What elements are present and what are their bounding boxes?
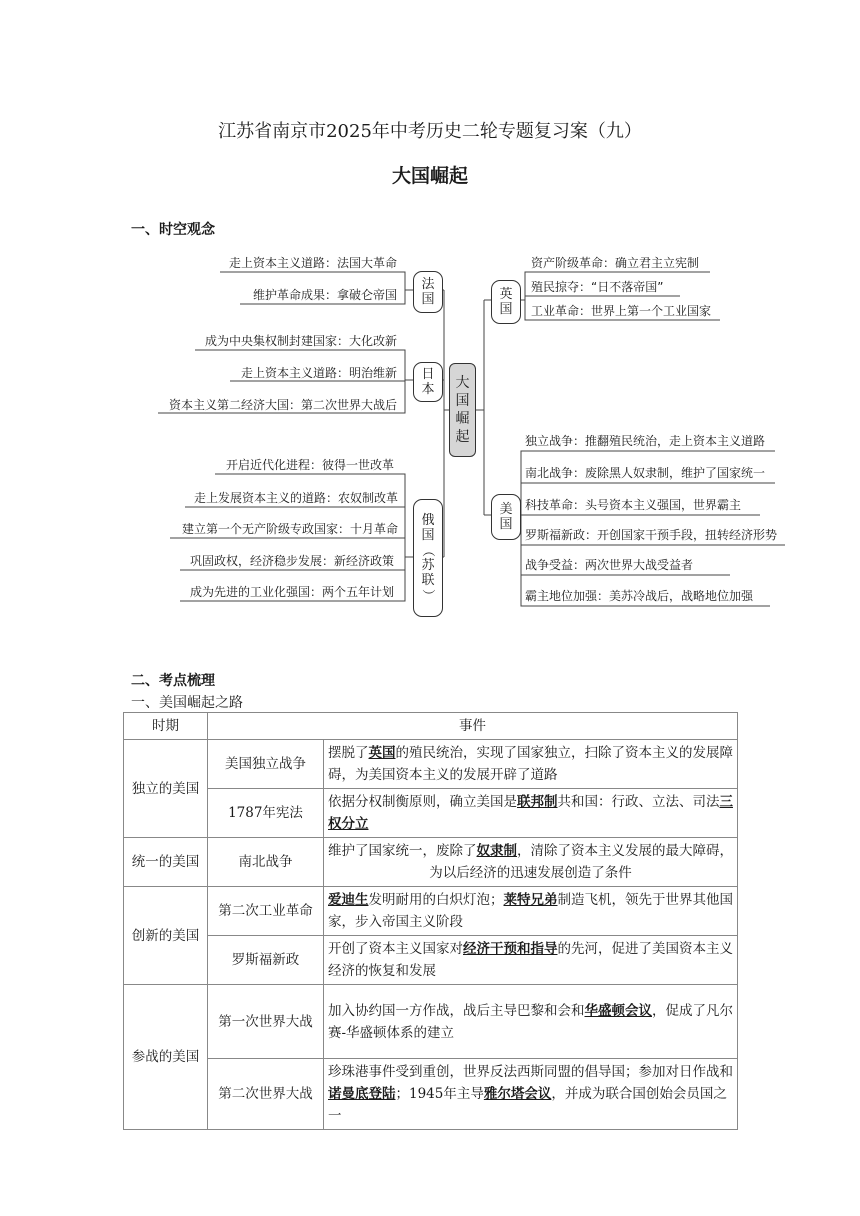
leaf-france-2: 维护革命成果：拿破仑帝国 xyxy=(252,288,397,302)
table-row xyxy=(124,887,738,936)
table-row xyxy=(124,936,738,985)
header-period: 时期 xyxy=(124,713,208,740)
document-subtitle: 大国崛起 xyxy=(391,165,468,187)
leaf-russia-2: 走上发展资本主义的道路：农奴制改革 xyxy=(193,491,398,505)
table-row xyxy=(124,1059,738,1130)
event-ww2: 第二次世界大战 xyxy=(208,1059,324,1130)
table-row xyxy=(124,838,738,887)
section-heading-key-points: 二、考点梳理 xyxy=(131,673,215,689)
leaf-japan-1: 成为中央集权制封建国家：大化改新 xyxy=(204,334,397,348)
node-britain: 英 国 xyxy=(491,280,521,324)
leaf-russia-4: 巩固政权，经济稳步发展：新经济政策 xyxy=(189,554,394,568)
event-civil-war: 南北战争 xyxy=(208,838,324,887)
leaf-usa-4: 罗斯福新政：开创国家干预手段，扭转经济形势 xyxy=(525,528,778,542)
section-heading-spacetime: 一、时空观念 xyxy=(131,222,215,238)
table-row xyxy=(124,789,738,838)
group-unified: 统一的美国 xyxy=(124,838,208,887)
leaf-usa-5: 战争受益：两次世界大战受益者 xyxy=(525,558,694,572)
leaf-japan-3: 资本主义第二经济大国：第二次世界大战后 xyxy=(168,398,397,412)
group-innovative: 创新的美国 xyxy=(124,887,208,985)
subsection-heading-us-rise: 一、美国崛起之路 xyxy=(131,695,243,711)
table-row xyxy=(124,985,738,1059)
node-japan: 日 本 xyxy=(413,362,443,402)
us-rise-table xyxy=(123,712,738,1130)
event-new-deal: 罗斯福新政 xyxy=(208,936,324,985)
node-usa: 美 国 xyxy=(491,494,521,540)
leaf-japan-2: 走上资本主义道路：明治维新 xyxy=(240,366,397,380)
desc-ww1: 加入协约国一方作战，战后主导巴黎和会和华盛顿会议，促成了凡尔赛-华盛顿体系的建立 xyxy=(324,985,738,1059)
group-independent: 独立的美国 xyxy=(124,740,208,838)
leaf-russia-1: 开启近代化进程：彼得一世改革 xyxy=(225,458,394,472)
leaf-usa-2: 南北战争：废除黑人奴隶制，维护了国家统一 xyxy=(525,466,766,480)
node-russia: 俄 国 （ 苏 联 ） xyxy=(413,499,443,617)
leaf-usa-6: 霸主地位加强：美苏冷战后，战略地位加强 xyxy=(525,589,754,603)
document-title: 江苏省南京市2025年中考历史二轮专题复习案（九） xyxy=(218,121,642,142)
leaf-britain-3: 工业革命：世界上第一个工业国家 xyxy=(531,304,712,318)
leaf-france-1: 走上资本主义道路：法国大革命 xyxy=(228,256,397,270)
desc-second-industrial-revolution: 爱迪生发明耐用的白炽灯泡；莱特兄弟制造飞机，领先于世界其他国家，步入帝国主义阶段 xyxy=(324,887,738,936)
group-war: 参战的美国 xyxy=(124,985,208,1130)
desc-constitution-1787: 依据分权制衡原则，确立美国是联邦制共和国：行政、立法、司法三权分立 xyxy=(324,789,738,838)
desc-ww2: 珍珠港事件受到重创，世界反法西斯同盟的倡导国；参加对日作战和诺曼底登陆；1945年主导雅尔塔会议，并成为联合国创始会员国之一 xyxy=(324,1059,738,1130)
event-ww1: 第一次世界大战 xyxy=(208,985,324,1059)
leaf-russia-5: 成为先进的工业化强国：两个五年计划 xyxy=(189,585,394,599)
leaf-russia-3: 建立第一个无产阶级专政国家：十月革命 xyxy=(181,522,398,536)
leaf-britain-2: 殖民掠夺：“日不落帝国” xyxy=(531,280,664,294)
desc-new-deal: 开创了资本主义国家对经济干预和指导的先河，促进了美国资本主义经济的恢复和发展 xyxy=(324,936,738,985)
leaf-usa-1: 独立战争：推翻殖民统治，走上资本主义道路 xyxy=(525,434,766,448)
desc-independence-war: 摆脱了英国的殖民统治，实现了国家独立，扫除了资本主义的发展障碍，为美国资本主义的发展开辟了道路 xyxy=(324,740,738,789)
event-independence-war: 美国独立战争 xyxy=(208,740,324,789)
desc-civil-war: 维护了国家统一，废除了奴隶制，清除了资本主义发展的最大障碍，为以后经济的迅速发展创造了条件 xyxy=(324,838,738,887)
center-node-rise-of-great-powers: 大 国 崛 起 xyxy=(449,363,476,457)
leaf-britain-1: 资产阶级革命：确立君主立宪制 xyxy=(531,256,700,270)
event-second-industrial-revolution: 第二次工业革命 xyxy=(208,887,324,936)
node-france: 法 国 xyxy=(413,271,443,313)
table-row xyxy=(124,740,738,789)
leaf-usa-3: 科技革命：头号资本主义强国，世界霸主 xyxy=(525,498,742,512)
header-event: 事件 xyxy=(208,713,738,740)
event-constitution-1787: 1787年宪法 xyxy=(208,789,324,838)
table-header-row xyxy=(124,713,738,740)
